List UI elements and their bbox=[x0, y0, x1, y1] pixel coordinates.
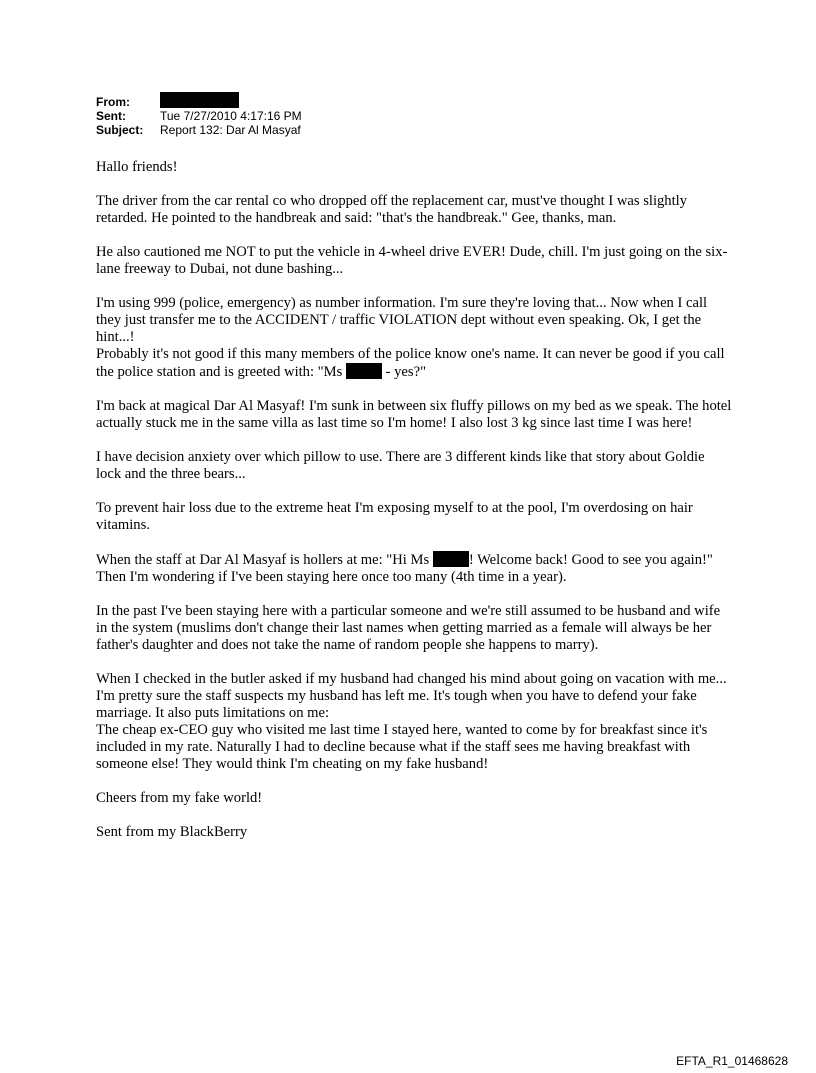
from-row bbox=[96, 95, 302, 109]
paragraph-staff-greeting bbox=[96, 551, 732, 586]
email-body bbox=[96, 159, 732, 858]
paragraph-police-name bbox=[96, 346, 732, 381]
signature: Sent from my BlackBerry bbox=[96, 824, 248, 840]
subject-row bbox=[96, 123, 302, 137]
sent-row bbox=[96, 109, 302, 123]
redacted-sender bbox=[160, 92, 239, 108]
paragraph-husband-wife: In the past I've been staying here with a particular someone and we're still assumed to be husband and wife in the system (muslims don't change their last names when getting married as a female will always be her father's daughter and does not take the name of random people she happens to marry). bbox=[96, 603, 721, 653]
paragraph-driver: The driver from the car rental co who dropped off the replacement car, must've thought I was slightly retarded. He pointed to the handbreak and said: "that's the handbreak." Gee, thanks, man. bbox=[96, 193, 688, 226]
paragraph-butler: When I checked in the butler asked if my husband had changed his mind about going on vacation with me... I'm pretty sure the staff suspects my husband has left me. It's tough when you have to defend your fake marriage. It also puts limitations on me: bbox=[96, 671, 727, 721]
from-label: From: bbox=[96, 95, 130, 109]
redacted-name bbox=[346, 363, 382, 379]
paragraph-police-name-part2: - yes?" bbox=[385, 364, 427, 380]
paragraph-hair-vitamins: To prevent hair loss due to the extreme heat I'm exposing myself to at the pool, I'm overdosing on hair vitamins. bbox=[96, 500, 693, 533]
sent-label: Sent: bbox=[96, 109, 126, 123]
paragraph-pillows: I have decision anxiety over which pillow to use. There are 3 different kinds like that story about Goldie lock and the three bears... bbox=[96, 449, 705, 482]
paragraph-ex-ceo: The cheap ex-CEO guy who visited me last time I stayed here, wanted to come by for breakfast since it's included in my rate. Naturally I had to decline because what if the staff sees me having breakfast with someone else! They would think I'm cheating on my fake husband! bbox=[96, 722, 708, 772]
paragraph-staff-greeting-part2: ! Welcome back! Good to see you again!" Then I'm wondering if I've been staying here once too many (4th time in a year). bbox=[96, 552, 713, 585]
paragraph-staff-greeting-part1: When the staff at Dar Al Masyaf is hollers at me: "Hi Ms bbox=[96, 552, 430, 568]
paragraph-four-wheel-drive: He also cautioned me NOT to put the vehicle in 4-wheel drive EVER! Dude, chill. I'm just going on the six-lane freeway to Dubai, not dune bashing... bbox=[96, 244, 728, 277]
paragraph-police-name-part1: Probably it's not good if this many members of the police know one's name. It can never be good if you call the police station and is greeted with: "Ms bbox=[96, 346, 725, 380]
email-header bbox=[96, 95, 302, 137]
closing: Cheers from my fake world! bbox=[96, 790, 263, 806]
document-id: EFTA_R1_01468628 bbox=[676, 1054, 788, 1068]
paragraph-dar-al-masyaf: I'm back at magical Dar Al Masyaf! I'm sunk in between six fluffy pillows on my bed as we speak. The hotel actually stuck me in the same villa as last time so I'm home! I also lost 3 kg since last time I was here! bbox=[96, 398, 732, 431]
sent-value: Tue 7/27/2010 4:17:16 PM bbox=[160, 109, 302, 123]
greeting: Hallo friends! bbox=[96, 159, 178, 175]
paragraph-police-number: I'm using 999 (police, emergency) as number information. I'm sure they're loving that... Now when I call they just transfer me to the ACCIDENT / traffic VIOLATION dept without even speaking. Ok, I get the hint...! bbox=[96, 295, 708, 345]
subject-value: Report 132: Dar Al Masyaf bbox=[160, 123, 301, 137]
redacted-name bbox=[433, 551, 469, 567]
subject-label: Subject: bbox=[96, 123, 144, 137]
